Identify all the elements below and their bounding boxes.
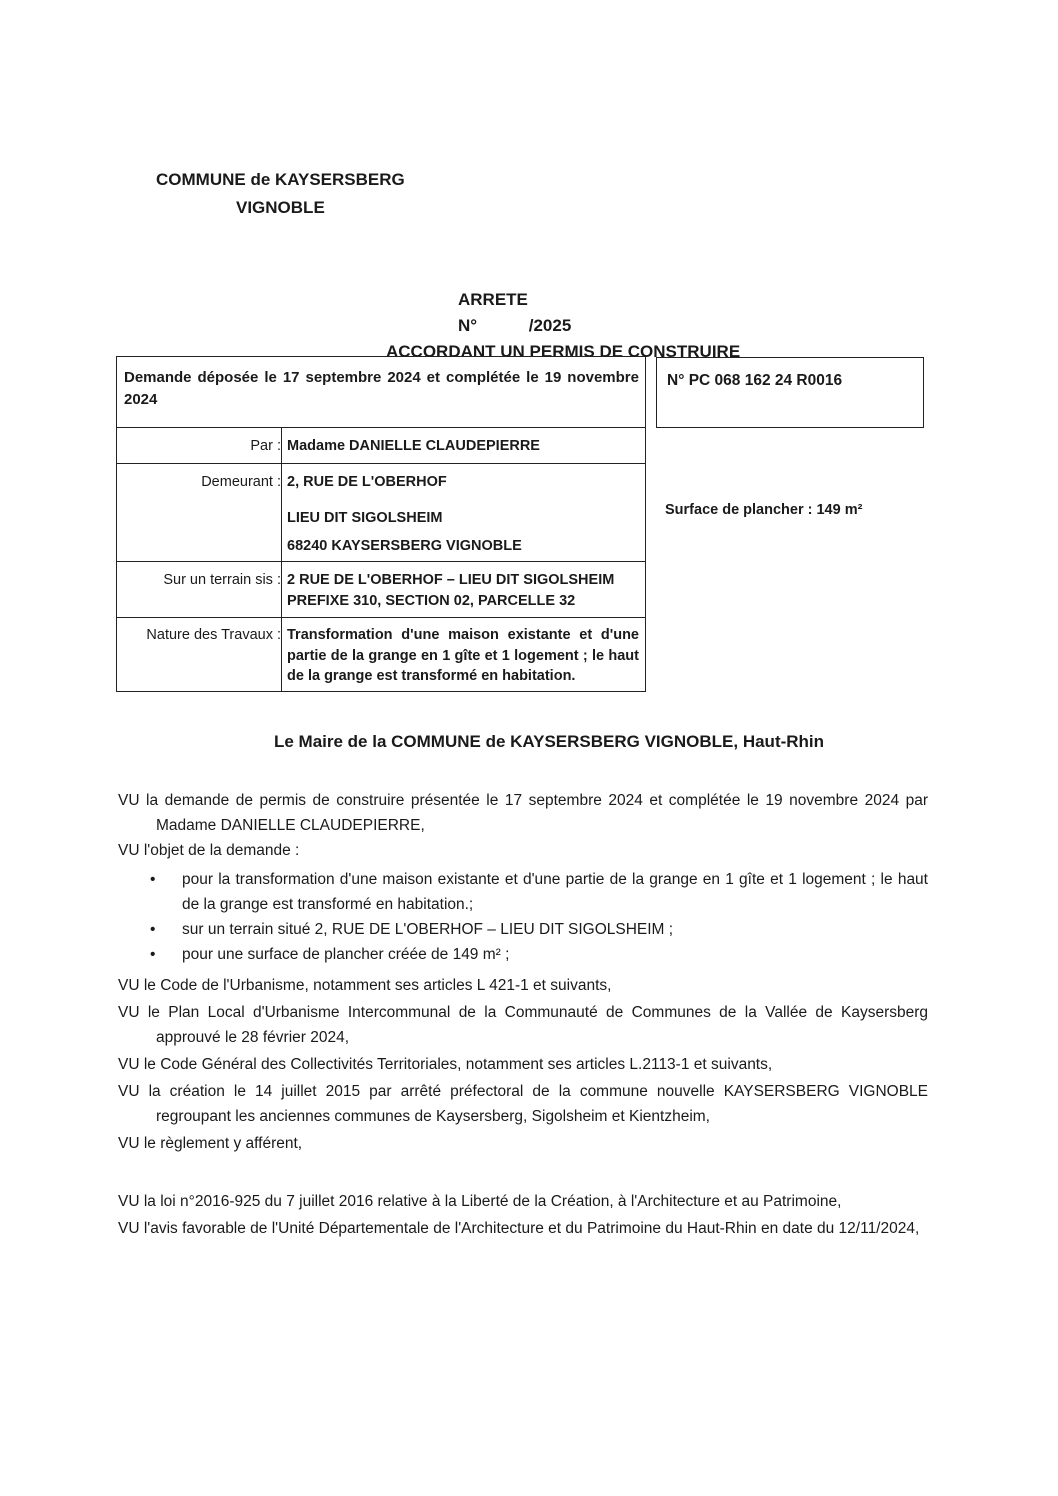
- bullet-item: [148, 942, 928, 967]
- pc-number: N° PC 068 162 24 R0016: [667, 372, 843, 389]
- surface-plancher: Surface de plancher : 149 m²: [665, 502, 863, 518]
- bullet-text: pour une surface de plancher créée de 149 m² ;: [182, 946, 510, 963]
- bullet-dot: •: [150, 921, 156, 938]
- arrete-number-line: [386, 287, 746, 339]
- arrete-title: [386, 287, 746, 365]
- demeurant-line2: LIEU DIT SIGOLSHEIM: [287, 510, 443, 526]
- arrete-year: /2025: [528, 316, 572, 335]
- arrete-subtitle: ACCORDANT UN PERMIS DE CONSTRUIRE: [386, 342, 741, 361]
- table-row-demeurant: [117, 463, 645, 562]
- vu-plui: VU le Plan Local d'Urbanisme Intercommunal de la Communauté de Communes de la Vallée de Kaysersberg approuvé le 28 février 2024,: [118, 1004, 928, 1046]
- arrete-label: ARRETE N°: [458, 290, 528, 335]
- vu-block-1: [118, 788, 928, 863]
- par-label: Par :: [250, 438, 281, 454]
- terrain-label: Sur un terrain sis :: [163, 572, 281, 588]
- demeurant-line3: 68240 KAYSERSBERG VIGNOBLE: [287, 538, 522, 554]
- bullet-dot: •: [150, 946, 156, 963]
- vu-code-urbanisme: VU le Code de l'Urbanisme, notamment ses articles L 421-1 et suivants,: [118, 977, 612, 994]
- table-row-terrain: [117, 561, 645, 618]
- vu-creation-commune: VU la création le 14 juillet 2015 par arrêté préfectoral de la commune nouvelle KAYSERSBERG VIGNOBLE regroupant les anciennes communes de Kaysersberg, Sigolsheim et Kientzheim,: [118, 1083, 928, 1125]
- pc-number-box: [656, 357, 924, 428]
- vu-block-3: [118, 1189, 928, 1241]
- table-row-par: [117, 427, 645, 464]
- commune-header: [156, 166, 405, 222]
- vu-objet: VU l'objet de la demande :: [118, 842, 300, 859]
- bullet-item: [148, 867, 928, 917]
- travaux-label: Nature des Travaux :: [146, 627, 281, 643]
- table-row-travaux: [117, 617, 645, 694]
- bullet-dot: •: [150, 871, 156, 888]
- demande-text: Demande déposée le 17 septembre 2024 et complétée le 19 novembre 2024: [124, 369, 639, 408]
- par-value: Madame DANIELLE CLAUDEPIERRE: [287, 438, 540, 454]
- permit-details-table: [116, 356, 646, 692]
- vu-reglement: VU le règlement y afférent,: [118, 1135, 303, 1152]
- bullet-text: pour la transformation d'une maison existante et d'une partie de la grange en 1 gîte et 1 logement ; le haut de la grange est transformé en habitation.;: [182, 871, 928, 913]
- maire-heading: [0, 732, 1058, 752]
- vu-loi-2016: VU la loi n°2016-925 du 7 juillet 2016 relative à la Liberté de la Création, à l'Architecture et au Patrimoine,: [118, 1193, 842, 1210]
- vu-demande: VU la demande de permis de construire présentée le 17 septembre 2024 et complétée le 19 novembre 2024 par Madame DANIELLE CLAUDEPIERRE,: [118, 792, 928, 834]
- commune-name-line2: VIGNOBLE: [236, 198, 325, 217]
- vu-avis-udap: VU l'avis favorable de l'Unité Départementale de l'Architecture et du Patrimoine du Haut-Rhin en date du 12/11/2024,: [118, 1220, 920, 1237]
- terrain-line1: 2 RUE DE L'OBERHOF – LIEU DIT SIGOLSHEIM: [287, 572, 615, 588]
- bullet-item: [148, 917, 928, 942]
- demeurant-line1: 2, RUE DE L'OBERHOF: [287, 474, 447, 490]
- demeurant-label: Demeurant :: [201, 474, 281, 490]
- bullet-text: sur un terrain situé 2, RUE DE L'OBERHOF – LIEU DIT SIGOLSHEIM ;: [182, 921, 674, 938]
- vu-block-2: [118, 973, 928, 1156]
- commune-name-line1: COMMUNE de KAYSERSBERG: [156, 170, 405, 189]
- objet-bullet-list: [148, 867, 928, 967]
- maire-heading-text: Le Maire de la COMMUNE de KAYSERSBERG VIGNOBLE, Haut-Rhin: [273, 732, 825, 751]
- terrain-line2: PREFIXE 310, SECTION 02, PARCELLE 32: [287, 593, 576, 609]
- travaux-value: Transformation d'une maison existante et d'une partie de la grange en 1 gîte et 1 logement ; le haut de la grange est transformé en habitation.: [287, 627, 639, 684]
- vu-cgct: VU le Code Général des Collectivités Territoriales, notamment ses articles L.2113-1 et suivants,: [118, 1056, 773, 1073]
